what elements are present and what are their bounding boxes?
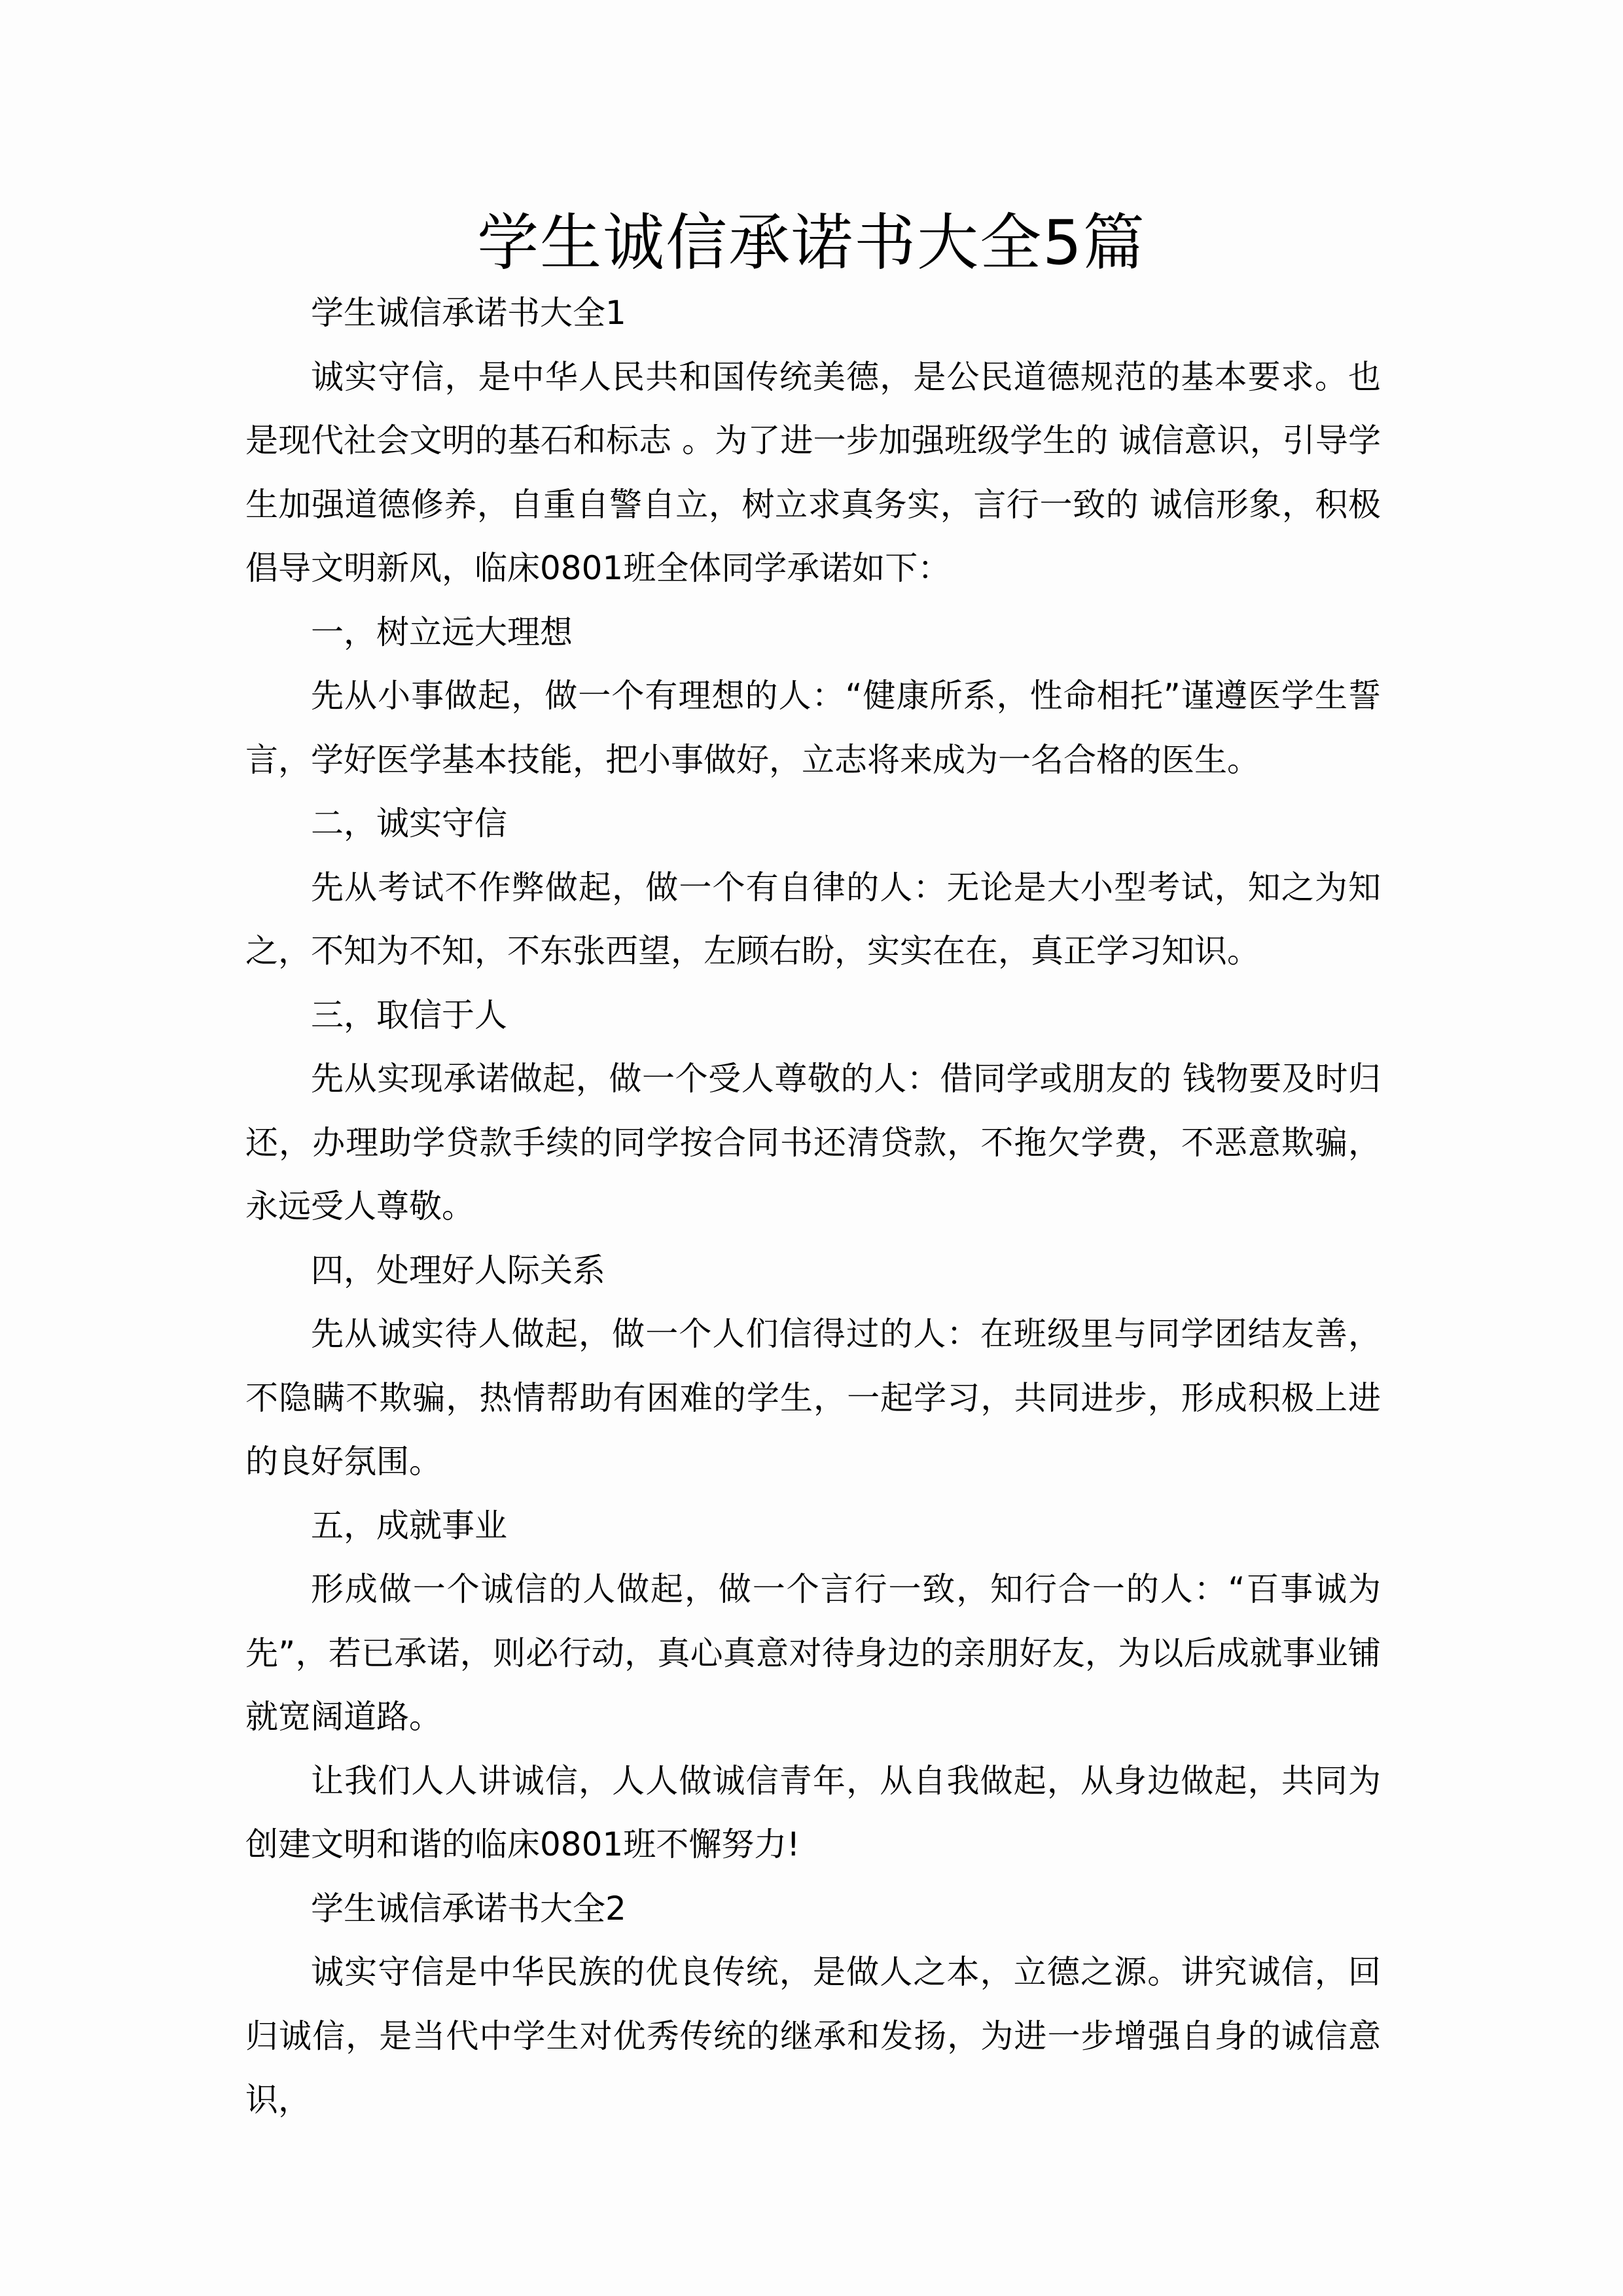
section-1-closing: 让我们人人讲诚信，人人做诚信青年，从自我做起，从身边做起，共同为创建文明和谐的临床0801班不懈努力! [245, 1761, 1381, 1863]
item-heading-4: 四，处理好人际关系 [311, 1251, 605, 1289]
section-1-intro: 诚实守信，是中华人民共和国传统美德，是公民道德规范的基本要求。也是现代社会文明的基石和标志 。为了进一步加强班级学生的 诚信意识，引导学生加强道德修养，自重自警自立，树立求真务实，言行一致的 诚信形象，积极倡导文明新风，临床0801班全体同学承诺如下： [245, 357, 1381, 587]
document-body [245, 281, 1381, 2132]
section-2-intro: 诚实守信是中华民族的优良传统，是做人之本，立德之源。讲究诚信，回归诚信，是当代中学生对优秀传统的继承和发扬，为进一步增强自身的诚信意识， [245, 1953, 1381, 2119]
section-heading-1: 学生诚信承诺书大全1 [311, 294, 626, 332]
item-text-3: 先从实现承诺做起，做一个受人尊敬的人：借同学或朋友的 钱物要及时归还，办理助学贷款手续的同学按合同书还清贷款，不拖欠学费，不恶意欺骗，永远受人尊敬。 [245, 1060, 1381, 1225]
item-text-5: 形成做一个诚信的人做起，做一个言行一致，知行合一的人：“百事诚为先”，若已承诺，则必行动，真心真意对待身边的亲朋好友，为以后成就事业铺就宽阔道路。 [245, 1570, 1381, 1736]
item-heading-1: 一，树立远大理想 [311, 613, 573, 651]
item-text-1: 先从小事做起，做一个有理想的人：“健康所系，性命相托”谨遵医学生誓言，学好医学基本技能，把小事做好，立志将来成为一名合格的医生。 [245, 677, 1381, 779]
item-text-4: 先从诚实待人做起，做一个人们信得过的人：在班级里与同学团结友善，不隐瞒不欺骗，热情帮助有困难的学生，一起学习，共同进步，形成积极上进的良好氛围。 [245, 1315, 1381, 1480]
item-text-2: 先从考试不作弊做起，做一个有自律的人：无论是大小型考试，知之为知之，不知为不知，不东张西望，左顾右盼，实实在在，真正学习知识。 [245, 868, 1381, 970]
item-heading-2: 二，诚实守信 [311, 804, 507, 842]
item-heading-3: 三，取信于人 [311, 996, 507, 1034]
item-heading-5: 五，成就事业 [311, 1506, 507, 1545]
section-heading-2: 学生诚信承诺书大全2 [311, 1889, 626, 1928]
document-title: 学生诚信承诺书大全5篇 [477, 207, 1146, 279]
